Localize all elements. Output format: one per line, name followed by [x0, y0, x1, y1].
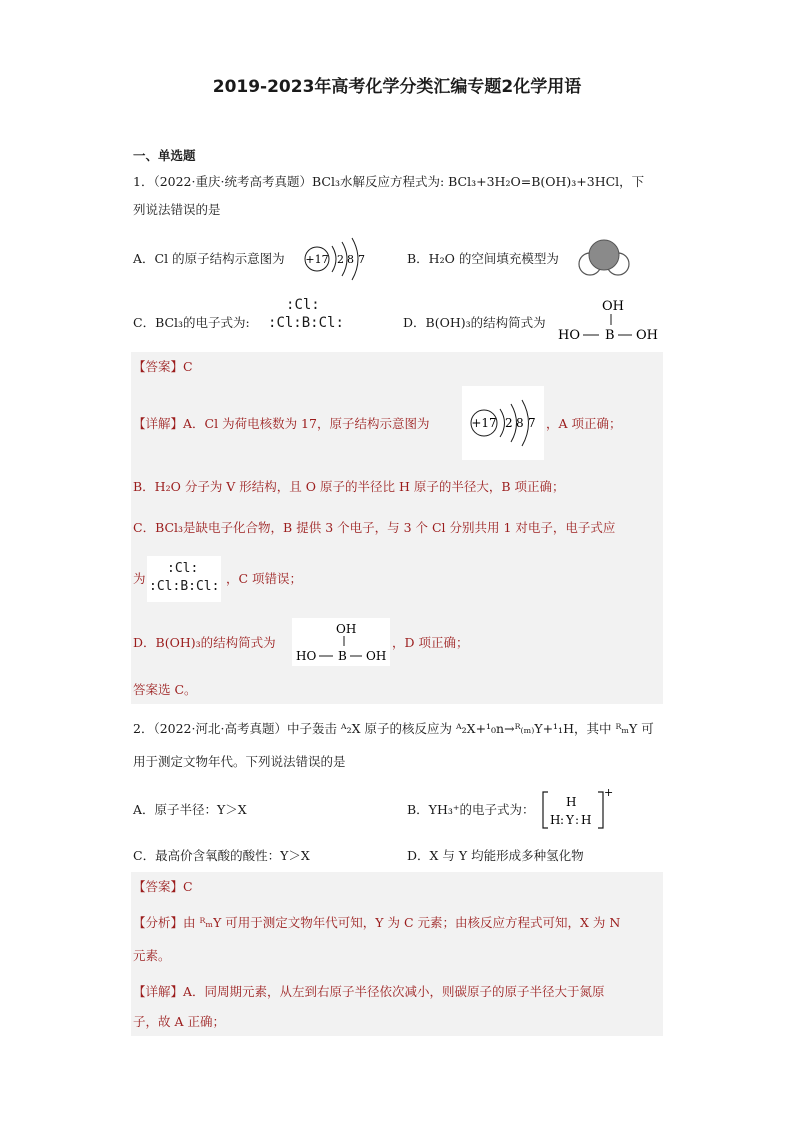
bcl3-electron-formula: :Cl: :Cl:B:Cl: [268, 297, 344, 331]
q2-detail-line2: 子，故 A 正确； [133, 1014, 225, 1029]
q2-option-b: B．YH₃⁺的电子式为： [407, 802, 535, 817]
svg-text:B: B [605, 328, 615, 343]
q1-detail-a: 【详解】A．Cl 为荷电核数为 17，原子结构示意图为 [133, 416, 430, 431]
q1-detail-d: D．B(OH)₃的结构简式为 [133, 635, 276, 650]
q1-option-b: B．H₂O 的空间填充模型为 [407, 251, 559, 266]
svg-text:H: H [566, 795, 577, 809]
q2-option-a: A．原子半径：Y＞X [133, 802, 247, 817]
q1-detail-a-tail: ，A 项正确； [546, 416, 622, 431]
q1-stem-line2: 列说法错误的是 [133, 202, 221, 217]
section-heading: 一、单选题 [133, 148, 196, 163]
svg-text:B: B [338, 649, 347, 663]
svg-text:H: H [550, 813, 561, 827]
cl-atom-diagram-detail [466, 396, 542, 450]
svg-text:8: 8 [516, 416, 524, 430]
svg-text:+: + [604, 786, 614, 799]
q1-option-d: D．B(OH)₃的结构简式为 [403, 315, 546, 330]
svg-text:HO: HO [558, 328, 580, 343]
shell-2: 8 [347, 253, 354, 266]
q2-stem-line2: 用于测定文物年代。下列说法错误的是 [133, 754, 346, 769]
page-title: 2019-2023年高考化学分类汇编专题2化学用语 [212, 77, 582, 97]
q2-option-c: C．最高价含氧酸的酸性：Y＞X [133, 848, 310, 863]
svg-text::: : [575, 813, 580, 827]
svg-text:+17: +17 [471, 416, 497, 430]
svg-text:OH: OH [366, 649, 387, 663]
q1-detail-b: B．H₂O 分子为 V 形结构，且 O 原子的半径比 H 原子的半径大，B 项正确； [133, 479, 565, 494]
svg-text:7: 7 [528, 416, 536, 430]
q2-option-d: D．X 与 Y 均能形成多种氢化物 [407, 848, 584, 863]
bcl3-electron-formula-detail: :Cl: :Cl:B:Cl: [147, 556, 221, 602]
svg-text:Y: Y [566, 813, 574, 827]
q2-answer: 【答案】C [133, 879, 193, 894]
q2-stem-line1: 2．（2022·河北·高考真题）中子轰击 ᴬ₂X 原子的核反应为 ᴬ₂X+¹₀n→ᴿ₍ₘ₎Y+¹₁H，其中 ᴿₘY 可 [133, 721, 654, 736]
svg-text:2: 2 [505, 416, 513, 430]
nucleus-label: +17 [305, 253, 329, 266]
water-space-filling-model [576, 238, 632, 278]
yh3-electron-formula [540, 786, 614, 834]
cl-atom-diagram [300, 234, 370, 284]
q2-detail-line1: 【详解】A．同周期元素，从左到右原子半径依次减小，则碳原子的原子半径大于氮原 [133, 984, 605, 999]
svg-text:OH: OH [636, 328, 658, 343]
q1-conclusion: 答案选 C。 [133, 682, 197, 697]
q1-answer: 【答案】C [133, 359, 193, 374]
q1-detail-c-line1: C．BCl₃是缺电子化合物，B 提供 3 个电子，与 3 个 Cl 分别共用 1 对电子，电子式应 [133, 520, 616, 535]
boh3-structure [556, 294, 662, 346]
svg-text:OH: OH [336, 622, 357, 636]
svg-text::: : [560, 813, 565, 827]
shell-1: 2 [337, 253, 344, 266]
shell-3: 7 [358, 253, 365, 266]
svg-text:HO: HO [296, 649, 317, 663]
q1-detail-c-tail: ，C 项错误； [226, 571, 303, 586]
svg-text:OH: OH [602, 299, 624, 314]
q1-detail-d-tail: ，D 项正确； [392, 635, 469, 650]
q1-detail-c-prefix: 为 [133, 571, 146, 586]
q1-option-c: C．BCl₃的电子式为: [133, 315, 250, 330]
q2-analysis-line2: 元素。 [133, 948, 171, 963]
svg-text:H: H [581, 813, 592, 827]
q2-analysis-line1: 【分析】由 ᴿₘY 可用于测定文物年代可知，Y 为 C 元素；由核反应方程式可知，X 为 N [133, 915, 621, 930]
q1-stem-line1: 1．（2022·重庆·统考高考真题）BCl₃水解反应方程式为: BCl₃+3H₂O=B(OH)₃+3HCl，下 [133, 174, 645, 189]
boh3-structure-detail [294, 618, 390, 666]
q1-option-a: A．Cl 的原子结构示意图为 [133, 251, 285, 266]
